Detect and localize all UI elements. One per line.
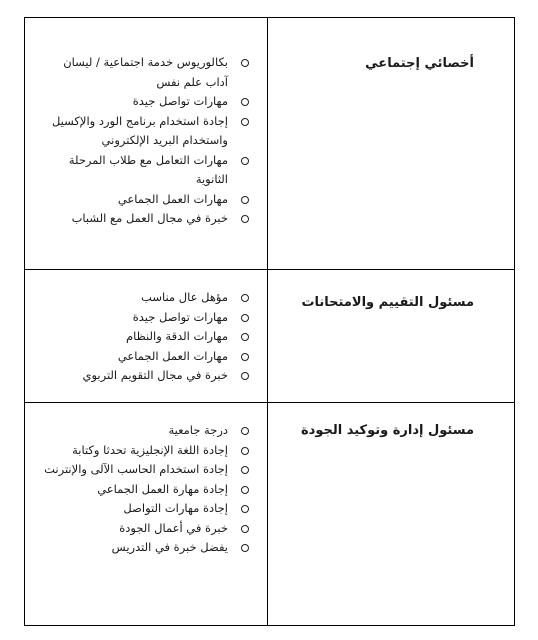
- list-item: خبرة في أعمال الجودة: [42, 519, 252, 539]
- list-item: إجادة استخدام الحاسب الآلى والإنترنت: [42, 460, 252, 480]
- list-item: خبرة في مجال العمل مع الشباب: [42, 209, 252, 229]
- list-item: مهارات العمل الجماعي: [42, 347, 252, 367]
- role-title: مسئول التقييم والامتحانات: [301, 295, 474, 310]
- list-item: بكالوريوس خدمة اجتماعية / ليسان آداب علم نفس: [42, 53, 252, 92]
- table-row: [25, 270, 514, 403]
- role-title: أخصائي إجتماعي: [365, 56, 474, 71]
- table-row: [25, 403, 514, 627]
- list-item: مهارات تواصل جيدة: [42, 92, 252, 112]
- requirements-list: [42, 288, 252, 386]
- role-title: مسئول إدارة وتوكيد الجودة: [300, 423, 474, 438]
- list-item: يفضل خبرة في التدريس: [42, 538, 252, 558]
- table-row: [25, 18, 514, 270]
- list-item: مهارات تواصل جيدة: [42, 308, 252, 328]
- requirements-list: [42, 53, 252, 229]
- list-item: مهارات التعامل مع طلاب المرحلة الثانوية: [42, 151, 252, 190]
- list-item: إجادة استخدام برنامج الورد والإكسيل واستخدام البريد الإلكتروني: [42, 112, 252, 151]
- list-item: خبرة في مجال التقويم التربوي: [42, 366, 252, 386]
- list-item: إجادة اللغة الإنجليزية تحدثا وكتابة: [42, 441, 252, 461]
- list-item: مهارات الدقة والنظام: [42, 327, 252, 347]
- list-item: مؤهل عال مناسب: [42, 288, 252, 308]
- list-item: درجة جامعية: [42, 421, 252, 441]
- list-item: إجادة مهارة العمل الجماعي: [42, 480, 252, 500]
- list-item: إجادة مهارات التواصل: [42, 499, 252, 519]
- requirements-list: [42, 421, 252, 558]
- list-item: مهارات العمل الجماعي: [42, 190, 252, 210]
- roles-table: [24, 17, 515, 626]
